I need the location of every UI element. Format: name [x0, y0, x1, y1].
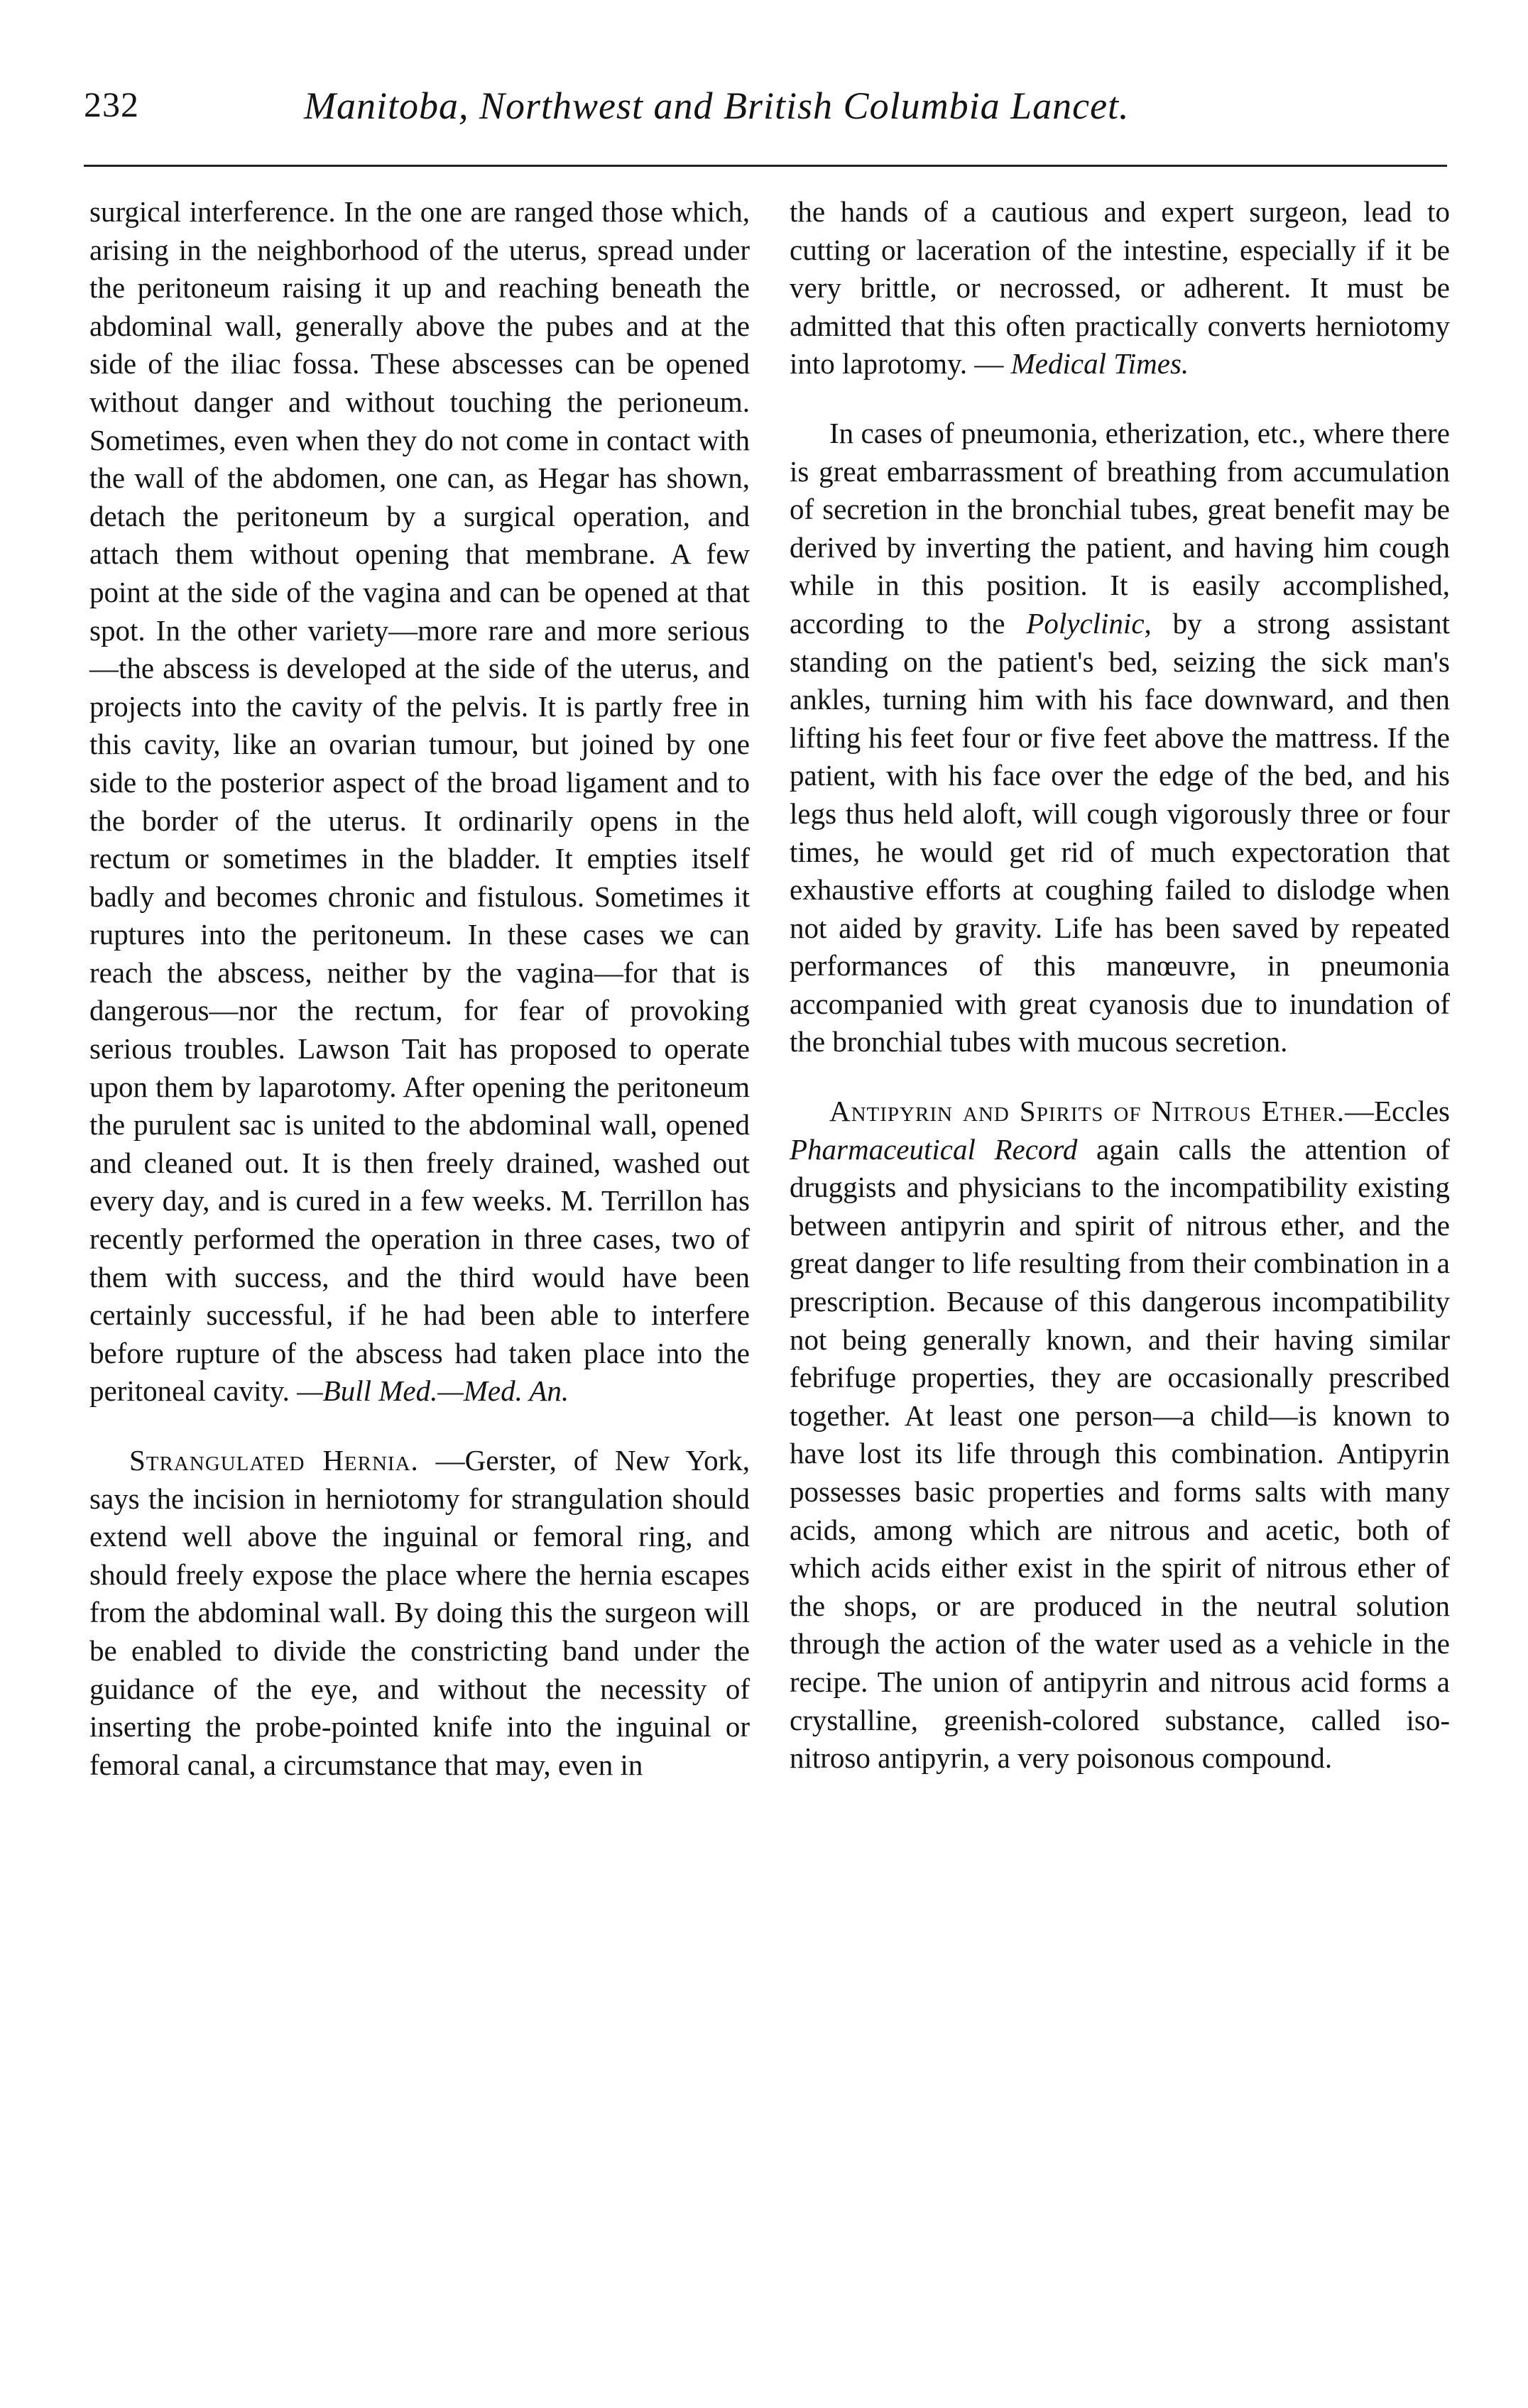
article-pneumonia — [790, 415, 1450, 1061]
journal-name: Pharmaceutical Record — [790, 1132, 1078, 1166]
paragraph-text: —Eccles — [1345, 1095, 1450, 1128]
section-heading: Antipyrin and Spirits of Nitrous Ether. — [829, 1095, 1346, 1128]
page-header — [84, 84, 1433, 148]
paragraph-text: surgical interference. In the one are ranged those which, arising in the neighborhood of the uterus, spread under the peritoneum raising it up and reaching beneath the abdominal wall, generally above the pubes and at the side of the iliac fossa. These abscesses can be opened without danger and without touching the perioneum. Sometimes, even when they do not come in contact with the wall of the abdomen, one can, as Hegar has shown, detach the peritoneum by a surgical operation, and attach them without opening that membrane. A few point at the side of the vagina and can be opened at that spot. In the other variety—more rare and more serious—the abscess is developed at the side of the uterus, and projects into the cavity of the pelvis. It is partly free in this cavity, like an ovarian tumour, but joined by one side to the posterior aspect of the broad ligament and to the border of the uterus. It ordinarily opens in the rectum or sometimes in the bladder. It empties itself badly and becomes chronic and fistulous. Sometimes it ruptures into the peritoneum. In these cases we can reach the abscess, neither by the vagina—for that is dangerous—nor the rectum, for fear of provoking serious troubles. Lawson Tait has proposed to operate upon them by laparotomy. After opening the peritoneum the purulent sac is united to the abdominal wall, opened and cleaned out. It is then freely drained, washed out every day, and is cured in a few weeks. M. Terrillon has recently performed the operation in three cases, two of them with success, and the third would have been certainly successful, if he had been able to interfere before rupture of the abscess had taken place into the peritoneal cavity. — [89, 195, 750, 1408]
article-strangulated-hernia — [89, 1442, 750, 1784]
source-citation: —Bull Med.—Med. An. — [297, 1374, 569, 1408]
paragraph-text: , by a strong assistant standing on the patient's bed, seizing the sick man's ankles, turning him with his face downward, and then lifting his feet four or five feet above the mattress. If the patient, with his face over the edge of the bed, and his legs thus held aloft, will cough vigorously three or four times, he would get rid of much expectoration that exhaustive efforts at coughing failed to dislodge when not aided by gravity. Life has been saved by repeated performances of this manœuvre, in pneumonia accompanied with great cyanosis due to inundation of the bronchial tubes with mucous secretion. — [790, 606, 1450, 1058]
article-paragraph — [89, 193, 750, 1411]
paragraph-text: —Gerster, of New York, says the incision in herniotomy for strangulation should extend well above the inguinal or femoral ring, and should freely expose the place where the hernia escapes from the abdominal wall. By doing this the surgeon will be enabled to divide the constricting band under the guidance of the eye, and without the necessity of inserting the probe-pointed knife into the inguinal or femoral canal, a circumstance that may, even in — [89, 1444, 750, 1781]
paragraph-text: the hands of a cautious and expert surgeon, lead to cutting or laceration of the intestine, especially if it be very brittle, or necrossed, or adherent. It must be admitted that this often practically converts herniotomy into laprotomy. — — [790, 195, 1450, 381]
article-antipyrin — [790, 1093, 1450, 1778]
paragraph-text: again calls the attention of druggists and physicians to the incompatibility existing between antipyrin and spirit of nitrous ether, and the great danger to life resulting from their combination in a prescription. Because of this dangerous incompatibility not being generally known, and their having similar febrifuge properties, they are occasionally prescribed together. At least one person—a child—is known to have lost its life through this combination. Antipyrin possesses basic properties and forms salts with many acids, among which are nitrous and acetic, both of which acids either exist in the spirit of nitrous ether of the shops, or are produced in the neutral solution through the action of the water used as a vehicle in the recipe. The union of antipyrin and nitrous acid forms a crystalline, greenish-colored substance, called iso-nitroso antipyrin, a very poisonous compound. — [790, 1132, 1451, 1775]
page-number: 232 — [84, 84, 139, 124]
paragraph-text: In cases of pneumonia, etherization, etc., where there is great embarrassment of breathing from accumulation of secretion in the bronchial tubes, great benefit may be derived by inverting the patient, and having him cough while in this position. It is easily accomplished, according to the — [790, 416, 1450, 640]
section-heading: Strangulated Hernia. — [129, 1444, 419, 1477]
right-column — [790, 193, 1450, 1778]
left-column — [89, 193, 750, 1784]
running-title: Manitoba, Northwest and British Columbia Lancet. — [304, 84, 1130, 127]
header-rule — [84, 165, 1447, 167]
article-continuation — [790, 193, 1450, 383]
journal-name: Polyclinic — [1026, 606, 1145, 640]
source-citation: Medical Times. — [1010, 347, 1189, 381]
